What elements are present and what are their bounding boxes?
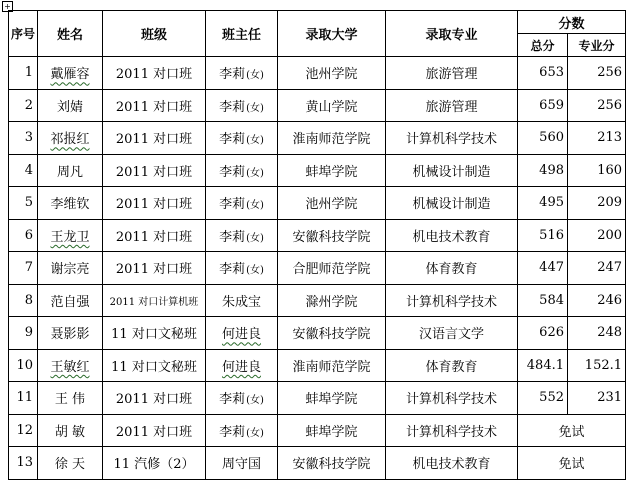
cell-seq: 9 [9,317,38,350]
header-major: 录取专业 [386,11,518,57]
cell-university: 蚌埠学院 [278,154,386,187]
cell-major: 计算机科学技术 [386,382,518,415]
cell-name: 谢宗亮 [38,252,103,285]
cell-seq: 5 [9,187,38,220]
female-mark: (女) [246,232,264,244]
cell-total: 484.1 [518,349,568,382]
cell-exempt: 免试 [518,447,626,480]
cell-name: 胡 敏 [38,414,103,447]
header-score: 分数 [518,11,626,34]
cell-seq: 11 [9,382,38,415]
female-mark: (女) [246,265,264,277]
cell-seq: 12 [9,414,38,447]
cell-seq: 1 [9,57,38,90]
table-move-handle[interactable]: + [2,1,13,12]
cell-university: 合肥师范学院 [278,252,386,285]
cell-major: 汉语言文学 [386,317,518,350]
cell-class: 11 对口文秘班 [103,317,206,350]
header-name: 姓名 [38,11,103,57]
cell-major: 旅游管理 [386,89,518,122]
cell-university: 安徽科技学院 [278,447,386,480]
cell-total: 447 [518,252,568,285]
header-teacher: 班主任 [206,11,278,57]
admission-table [8,10,626,480]
cell-major: 机电技术教育 [386,219,518,252]
female-mark: (女) [246,102,264,114]
cell-university: 安徽科技学院 [278,317,386,350]
header-total: 总分 [518,34,568,57]
cell-total: 659 [518,89,568,122]
female-mark: (女) [246,70,264,82]
cell-name: 刘婧 [38,89,103,122]
cell-prof: 256 [568,89,626,122]
cell-teacher: 李莉(女) [206,122,278,155]
cell-total: 653 [518,57,568,90]
cell-class: 2011 对口计算机班 [103,284,206,317]
cell-teacher: 李莉(女) [206,252,278,285]
cell-prof: 200 [568,219,626,252]
cell-seq: 10 [9,349,38,382]
table-row [9,447,626,480]
cell-teacher: 李莉(女) [206,154,278,187]
cell-teacher: 李莉(女) [206,219,278,252]
header-prof: 专业分 [568,34,626,57]
female-mark: (女) [246,135,264,147]
header-university: 录取大学 [278,11,386,57]
female-mark: (女) [246,395,264,407]
cell-name: 戴雁容 [38,57,103,90]
cell-prof: 231 [568,382,626,415]
table-row [9,154,626,187]
cell-university: 淮南师范学院 [278,349,386,382]
cell-teacher: 李莉(女) [206,414,278,447]
cell-prof: 213 [568,122,626,155]
cell-seq: 2 [9,89,38,122]
cell-major: 计算机科学技术 [386,284,518,317]
cell-exempt: 免试 [518,414,626,447]
cell-teacher: 何进良 [206,349,278,382]
cell-teacher: 朱成宝 [206,284,278,317]
cell-total: 584 [518,284,568,317]
cell-class: 2011 对口班 [103,187,206,220]
cell-university: 安徽科技学院 [278,219,386,252]
female-mark: (女) [246,200,264,212]
table-row [9,382,626,415]
cell-name: 祁报红 [38,122,103,155]
cell-total: 552 [518,382,568,415]
cell-seq: 13 [9,447,38,480]
female-mark: (女) [246,427,264,439]
cell-seq: 4 [9,154,38,187]
cell-university: 池州学院 [278,187,386,220]
cell-university: 蚌埠学院 [278,382,386,415]
cell-class: 2011 对口班 [103,154,206,187]
cell-teacher: 李莉(女) [206,89,278,122]
table-row [9,414,626,447]
table-row [9,89,626,122]
cell-seq: 6 [9,219,38,252]
cell-name: 王龙卫 [38,219,103,252]
cell-total: 516 [518,219,568,252]
cell-teacher: 周守国 [206,447,278,480]
cell-total: 495 [518,187,568,220]
cell-prof: 160 [568,154,626,187]
table-row [9,187,626,220]
cell-name: 王敏红 [38,349,103,382]
cell-class: 11 汽修（2） [103,447,206,480]
cell-total: 560 [518,122,568,155]
cell-total: 498 [518,154,568,187]
cell-teacher: 李莉(女) [206,187,278,220]
cell-university: 池州学院 [278,57,386,90]
table-row [9,219,626,252]
cell-university: 黄山学院 [278,89,386,122]
cell-major: 机械设计制造 [386,187,518,220]
cell-class: 2011 对口班 [103,219,206,252]
female-mark: (女) [246,167,264,179]
cell-teacher: 何进良 [206,317,278,350]
cell-seq: 3 [9,122,38,155]
cell-prof: 152.1 [568,349,626,382]
cell-name: 李维钦 [38,187,103,220]
header-row-1 [9,11,626,34]
cell-prof: 247 [568,252,626,285]
table-row [9,284,626,317]
cell-prof: 248 [568,317,626,350]
table-row [9,122,626,155]
cell-name: 周凡 [38,154,103,187]
cell-name: 范自强 [38,284,103,317]
cell-class: 2011 对口班 [103,382,206,415]
header-class: 班级 [103,11,206,57]
cell-name: 聂影影 [38,317,103,350]
cell-teacher: 李莉(女) [206,382,278,415]
cell-university: 淮南师范学院 [278,122,386,155]
cell-total: 626 [518,317,568,350]
cell-class: 2011 对口班 [103,122,206,155]
table-row [9,349,626,382]
header-seq: 序号 [9,11,38,57]
cell-seq: 7 [9,252,38,285]
cell-university: 滁州学院 [278,284,386,317]
cell-major: 计算机科学技术 [386,122,518,155]
cell-major: 机电技术教育 [386,447,518,480]
cell-major: 计算机科学技术 [386,414,518,447]
cell-name: 徐 天 [38,447,103,480]
cell-university: 蚌埠学院 [278,414,386,447]
cell-name: 王 伟 [38,382,103,415]
cell-teacher: 李莉(女) [206,57,278,90]
cell-class: 2011 对口班 [103,414,206,447]
cell-class: 2011 对口班 [103,57,206,90]
cell-major: 旅游管理 [386,57,518,90]
cell-prof: 246 [568,284,626,317]
table-row [9,252,626,285]
cell-class: 2011 对口班 [103,89,206,122]
table-row [9,57,626,90]
cell-class: 2011 对口班 [103,252,206,285]
cell-class: 11 对口文秘班 [103,349,206,382]
cell-prof: 256 [568,57,626,90]
cell-major: 机械设计制造 [386,154,518,187]
cell-major: 体育教育 [386,252,518,285]
table-row [9,317,626,350]
cell-prof: 209 [568,187,626,220]
cell-major: 体育教育 [386,349,518,382]
cell-seq: 8 [9,284,38,317]
